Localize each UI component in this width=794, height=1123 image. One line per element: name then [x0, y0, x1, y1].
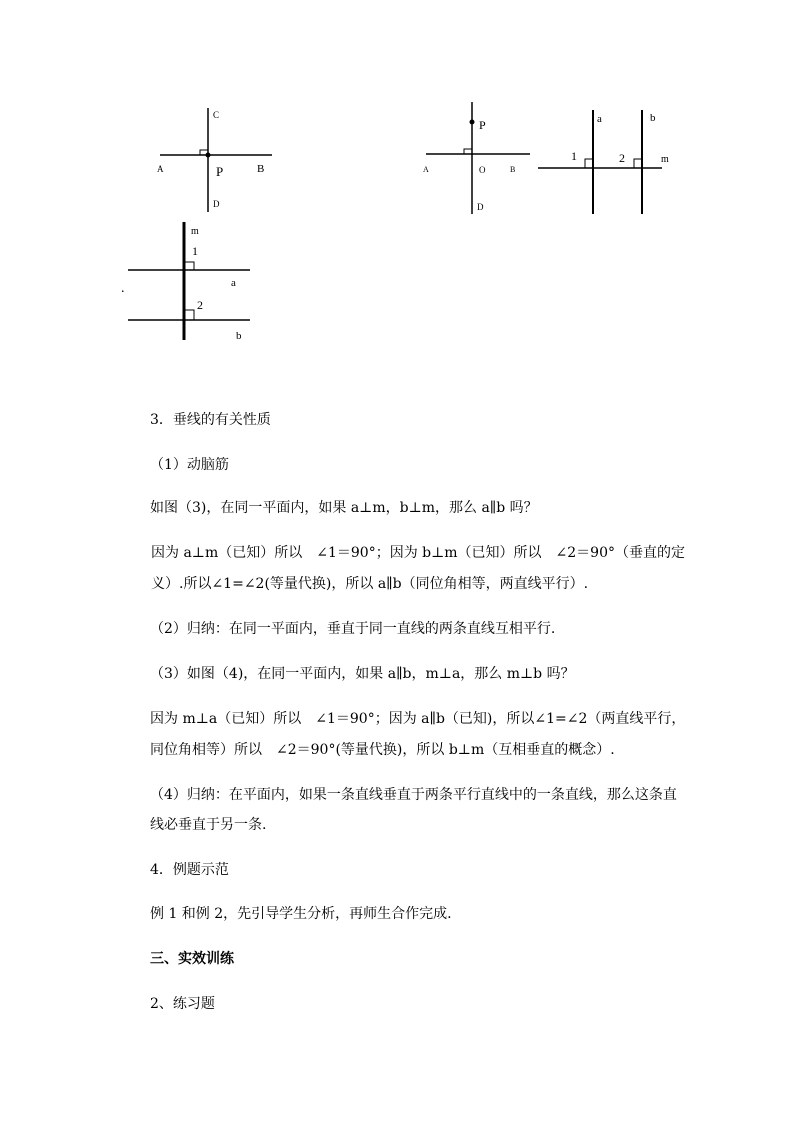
figure-3	[536, 104, 676, 218]
think-question: 如图（3)，在同一平面内，如果 a⊥m，b⊥m，那么 a∥b 吗？	[150, 500, 538, 516]
figure-2	[418, 98, 538, 218]
summary-2-line2: 线必垂直于另一条.	[150, 817, 267, 833]
label-a: A	[423, 165, 429, 174]
label-o: O	[479, 165, 486, 175]
section-three-title: 三、实效训练	[150, 951, 234, 967]
label-b: b	[236, 330, 242, 342]
label-p: P	[216, 164, 224, 179]
label-2: 2	[619, 151, 625, 165]
label-1: 1	[192, 244, 198, 258]
label-a: a	[231, 277, 236, 289]
summary-1: （2）归纳：在同一平面内，垂直于同一直线的两条直线互相平行.	[150, 621, 556, 637]
exercise-title: 2、练习题	[150, 996, 215, 1012]
label-b: b	[650, 112, 656, 124]
think-answer-line2: 义）.所以∠1=∠2(等量代换)，所以 a∥b（同位角相等，两直线平行）.	[151, 576, 589, 592]
label-b: B	[257, 163, 265, 175]
label-c: C	[213, 110, 220, 120]
label-a: A	[157, 164, 164, 174]
label-m: m	[661, 154, 669, 165]
think-answer-line1: 因为 a⊥m（已知）所以 ∠1＝90°；因为 b⊥m（已知）所以 ∠2＝90°（垂直的定	[151, 545, 685, 561]
label-dot: .	[121, 281, 125, 296]
label-d: D	[477, 202, 484, 212]
label-a: a	[597, 113, 602, 125]
answer-3-line1: 因为 m⊥a（已知）所以 ∠1＝90°；因为 a∥b（已知)，所以∠1=∠2（两直线平行，	[150, 711, 686, 727]
question-3: （3）如图（4)，在同一平面内，如果 a∥b，m⊥a，那么 m⊥b 吗？	[150, 666, 575, 682]
label-m: m	[191, 226, 199, 237]
label-1: 1	[571, 149, 577, 163]
answer-3-line2: 同位角相等）所以 ∠2＝90°(等量代换)，所以 b⊥m（互相垂直的概念）.	[150, 742, 615, 758]
think-title: （1）动脑筋	[150, 457, 229, 473]
summary-2-line1: （4）归纳：在平面内，如果一条直线垂直于两条平行直线中的一条直线，那么这条直	[150, 787, 677, 803]
label-b: B	[510, 165, 516, 174]
section-3-title: 3．垂线的有关性质	[150, 412, 271, 428]
figure-4	[112, 218, 262, 348]
label-2: 2	[197, 298, 203, 312]
section-4-title: 4．例题示范	[150, 862, 229, 878]
figure-1	[150, 100, 280, 215]
section-4-body: 例 1 和例 2，先引导学生分析，再师生合作完成.	[150, 906, 452, 922]
label-d: D	[213, 199, 220, 209]
label-p: P	[479, 118, 486, 132]
